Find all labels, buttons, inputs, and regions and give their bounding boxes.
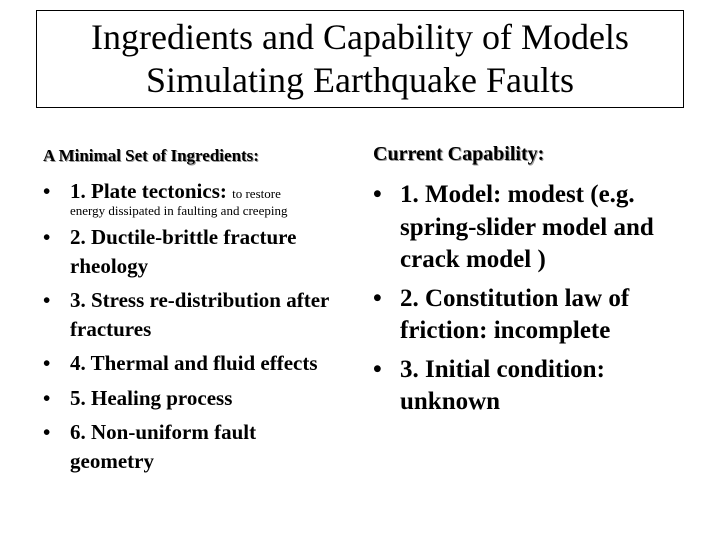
bullet-icon: • bbox=[43, 288, 51, 312]
ingredient-text: 6. Non-uniform fault geometry bbox=[70, 420, 257, 473]
ingredient-item bbox=[43, 349, 343, 378]
slide-title-line-1: Ingredients and Capability of Models bbox=[91, 17, 629, 57]
ingredient-item bbox=[43, 384, 343, 413]
capability-text: 3. Initial condition: unknown bbox=[400, 355, 605, 415]
slide-title-line-2: Simulating Earthquake Faults bbox=[146, 60, 574, 100]
ingredients-list bbox=[43, 177, 343, 481]
bullet-icon: • bbox=[373, 355, 382, 383]
bullet-icon: • bbox=[43, 225, 51, 249]
bullet-icon: • bbox=[43, 420, 51, 444]
ingredient-note: to restore bbox=[232, 186, 281, 201]
ingredient-text: 1. Plate tectonics: bbox=[70, 179, 227, 203]
ingredient-text: 3. Stress re-distribution after fractures bbox=[70, 288, 329, 341]
bullet-icon: • bbox=[43, 351, 51, 375]
capability-item bbox=[373, 354, 693, 419]
ingredient-note-continued: energy dissipated in faulting and creeping bbox=[70, 203, 288, 218]
slide-title-box bbox=[36, 10, 684, 108]
ingredient-item bbox=[43, 223, 343, 280]
ingredient-item bbox=[43, 177, 343, 219]
capability-list bbox=[373, 179, 693, 425]
capability-text: 2. Constitution law of friction: incomplete bbox=[400, 284, 630, 344]
bullet-icon: • bbox=[43, 385, 51, 410]
ingredient-text: 2. Ductile-brittle fracture rheology bbox=[70, 225, 297, 278]
capability-heading: Current Capability: bbox=[373, 143, 545, 165]
bullet-icon: • bbox=[43, 179, 51, 203]
ingredient-item bbox=[43, 286, 343, 343]
capability-text: 1. Model: modest (e.g. spring-slider model and crack model ) bbox=[400, 181, 654, 273]
bullet-icon: • bbox=[373, 181, 382, 208]
ingredient-text: 5. Healing process bbox=[70, 385, 233, 410]
ingredient-item bbox=[43, 418, 343, 475]
capability-item bbox=[373, 283, 693, 348]
ingredient-text: 4. Thermal and fluid effects bbox=[70, 351, 318, 375]
bullet-icon: • bbox=[373, 284, 382, 312]
capability-item bbox=[373, 179, 693, 277]
ingredients-heading: A Minimal Set of Ingredients: bbox=[43, 146, 259, 165]
